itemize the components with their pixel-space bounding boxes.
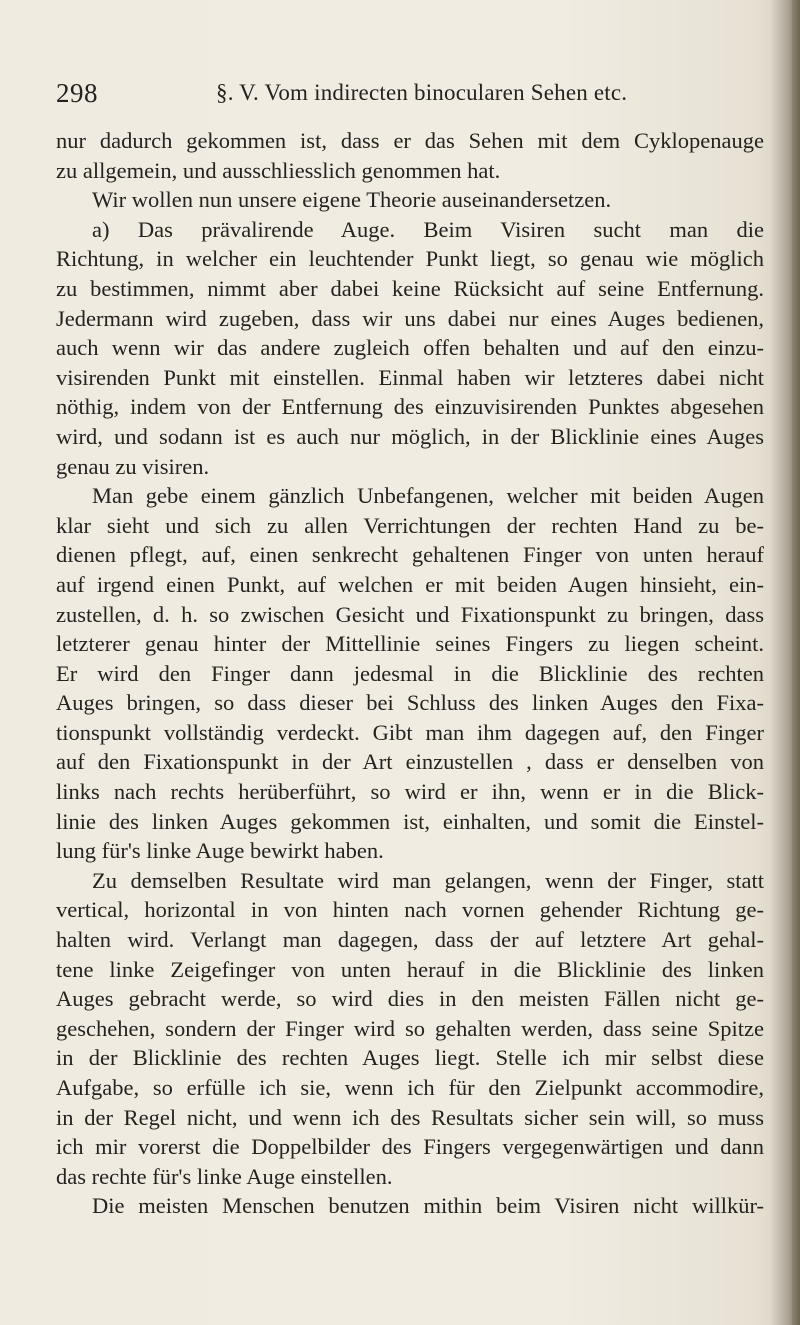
running-head: §. V. Vom indirecten binocularen Sehen etc. (216, 80, 628, 105)
book-binding-edge (792, 0, 800, 1325)
text-line: tene linke Zeigefinger von unten herauf in die Blicklinie des linken (56, 956, 764, 982)
page-number: 298 (56, 78, 98, 108)
page-header (56, 78, 736, 118)
text-line: zu bestimmen, nimmt aber dabei keine Rücksicht auf seine Entfernung. (56, 275, 764, 301)
text-line: Richtung, in welcher ein leuchtender Punkt liegt, so genau wie möglich (56, 246, 764, 272)
text-line: geschehen, sondern der Finger wird so gehalten werden, dass seine Spitze (56, 1015, 764, 1041)
body-text (56, 126, 764, 1221)
text-line: klar sieht und sich zu allen Verrichtungen der rechten Hand zu be- (56, 512, 764, 538)
text-line: links nach rechts herüberführt, so wird er ihn, wenn er in die Blick- (56, 779, 764, 805)
text-line: Wir wollen nun unsere eigene Theorie auseinandersetzen. (92, 187, 612, 213)
text-line: linie des linken Auges gekommen ist, einhalten, und somit die Einstel- (56, 808, 764, 834)
text-line: Jedermann wird zugeben, dass wir uns dabei nur eines Auges bedienen, (56, 305, 764, 331)
text-line: Aufgabe, so erfülle ich sie, wenn ich für den Zielpunkt accommodire, (56, 1075, 764, 1100)
text-line: genau zu visiren. (56, 453, 210, 479)
text-line: letzterer genau hinter der Mittellinie seines Fingers zu liegen scheint. (56, 631, 764, 657)
text-line: Man gebe einem gänzlich Unbefangenen, welcher mit beiden Augen (92, 483, 764, 509)
text-line: Die meisten Menschen benutzen mithin beim Visiren nicht willkür- (92, 1193, 764, 1219)
text-line: in der Blicklinie des rechten Auges liegt. Stelle ich mir selbst diese (56, 1045, 764, 1071)
text-line: nöthig, indem von der Entfernung des einzuvisirenden Punktes abgesehen (56, 394, 764, 420)
text-line: in der Regel nicht, und wenn ich des Resultats sicher sein will, so muss (56, 1104, 764, 1130)
text-line: nur dadurch gekommen ist, dass er das Sehen mit dem Cyklopenauge (56, 128, 764, 153)
text-line: zustellen, d. h. so zwischen Gesicht und Fixationspunkt zu bringen, dass (56, 601, 764, 627)
text-line: wird, und sodann ist es auch nur möglich, in der Blicklinie eines Auges (56, 423, 764, 449)
text-line: tionspunkt vollständig verdeckt. Gibt man ihm dagegen auf, den Finger (56, 719, 764, 745)
text-line: auch wenn wir das andere zugleich offen behalten und auf den einzu- (56, 335, 764, 361)
text-line: lung für's linke Auge bewirkt haben. (56, 838, 384, 864)
text-line: Auges gebracht werde, so wird dies in den meisten Fällen nicht ge- (56, 986, 764, 1012)
text-line: Zu demselben Resultate wird man gelangen, wenn der Finger, statt (92, 867, 764, 893)
text-line: Auges bringen, so dass dieser bei Schluss des linken Auges den Fixa- (56, 690, 764, 716)
text-line: visirenden Punkt mit einstellen. Einmal haben wir letzteres dabei nicht (56, 364, 764, 390)
text-line: auf irgend einen Punkt, auf welchen er mit beiden Augen hinsieht, ein- (56, 571, 764, 597)
text-line: ich mir vorerst die Doppelbilder des Fingers vergegenwärtigen und dann (56, 1134, 764, 1160)
text-line: a) Das prävalirende Auge. Beim Visiren sucht man die (92, 216, 764, 242)
text-line: zu allgemein, und ausschliesslich genommen hat. (56, 157, 501, 183)
text-line: halten wird. Verlangt man dagegen, dass der auf letztere Art gehal- (56, 927, 764, 953)
text-line: vertical, horizontal in von hinten nach vornen gehender Richtung ge- (56, 897, 764, 923)
text-line: das rechte für's linke Auge einstellen. (56, 1163, 393, 1189)
text-line: dienen pflegt, auf, einen senkrecht gehaltenen Finger von unten herauf (56, 542, 764, 568)
text-line: auf den Fixationspunkt in der Art einzustellen , dass er denselben von (56, 749, 764, 775)
text-line: Er wird den Finger dann jedesmal in die Blicklinie des rechten (56, 660, 764, 686)
